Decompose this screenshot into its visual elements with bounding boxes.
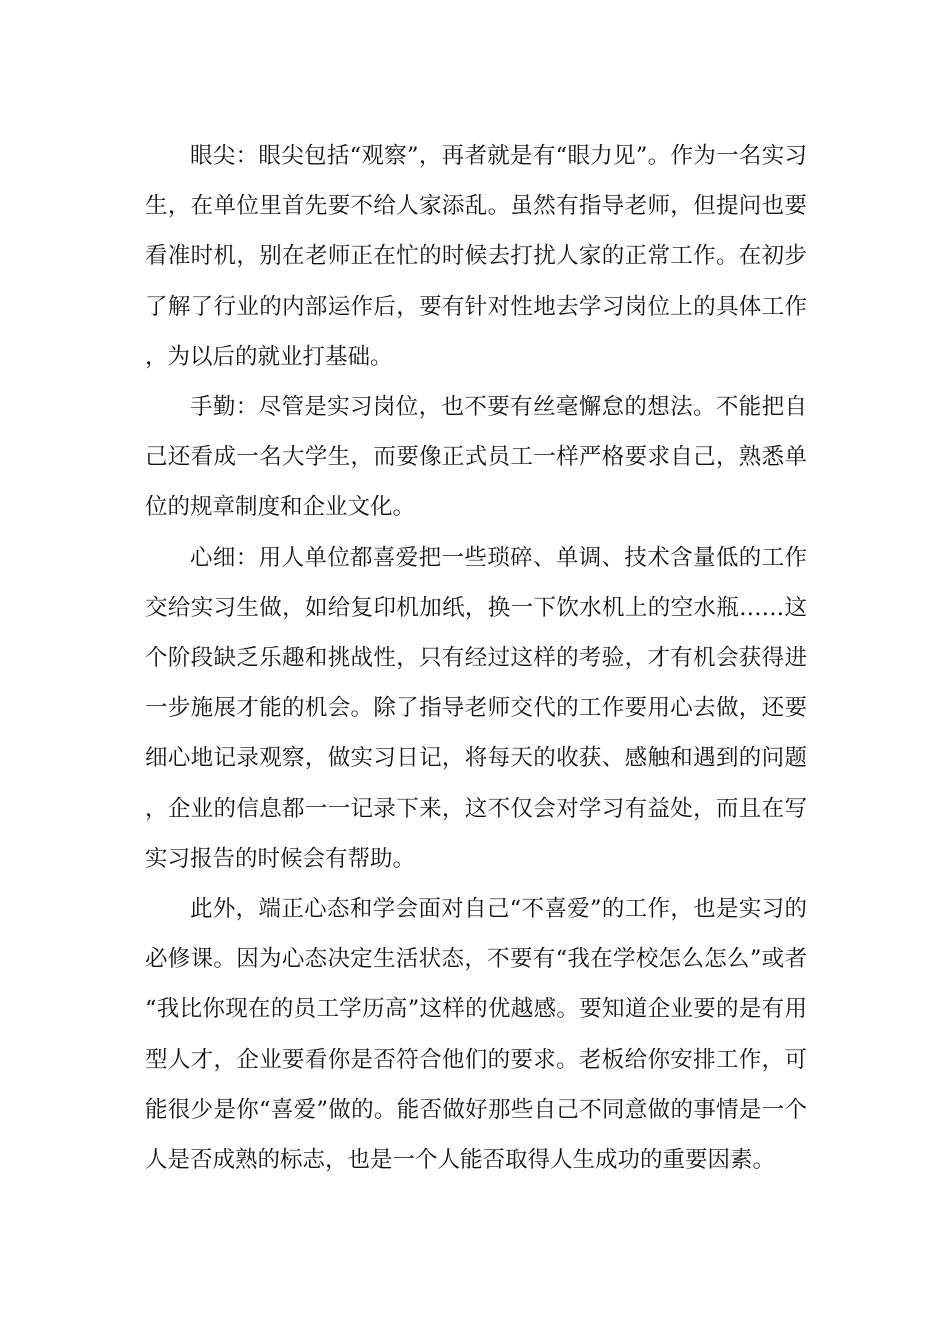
paragraph-heart-careful: 心细：用人单位都喜爱把一些琐碎、单调、技术含量低的工作交给实习生做，如给复印机加纸，换一下饮水机上的空水瓶……这个阶段缺乏乐趣和挑战性，只有经过这样的考验，才有机会获得进一步施展才能的机会。除了指导老师交代的工作要用心去做，还要细心地记录观察，做实习日记，将每天的收获、感触和遇到的问题，企业的信息都一一记录下来，这不仅会对学习有益处，而且在写实习报告的时候会有帮助。: [145, 544, 807, 872]
paragraph-attitude: 此外，端正心态和学会面对自己“不喜爱”的工作，也是实习的必修课。因为心态决定生活状态，不要有“我在学校怎么怎么”或者“我比你现在的员工学历高”这样的优越感。要知道企业要的是有用型人才，企业要看你是否符合他们的要求。老板给你安排工作，可能很少是你“喜爱”做的。能否做好那些自己不同意做的事情是一个人是否成熟的标志，也是一个人能否取得人生成功的重要因素。: [145, 896, 807, 1174]
document-body: [145, 131, 807, 1185]
paragraph-eye-sharp: 眼尖：眼尖包括“观察”，再者就是有“眼力见”。作为一名实习生，在单位里首先要不给人家添乱。虽然有指导老师，但提问也要看准时机，别在老师正在忙的时候去打扰人家的正常工作。在初步了解了行业的内部运作后，要有针对性地去学习岗位上的具体工作，为以后的就业打基础。: [145, 143, 807, 370]
paragraph-hand-diligent: 手勤：尽管是实习岗位，也不要有丝毫懈怠的想法。不能把自己还看成一名大学生，而要像正式员工一样严格要求自己，熟悉单位的规章制度和企业文化。: [145, 394, 807, 521]
